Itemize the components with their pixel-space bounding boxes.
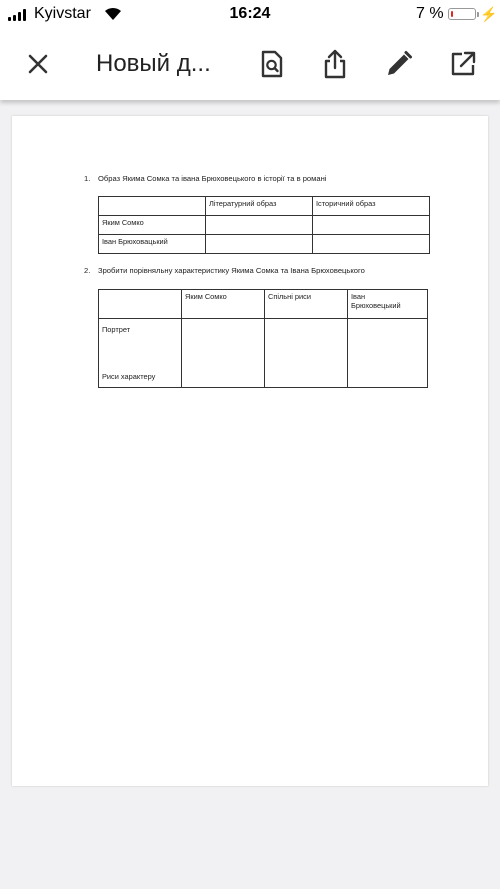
- edit-icon[interactable]: [383, 48, 415, 80]
- table-cell: [313, 235, 430, 254]
- battery-icon: [448, 8, 476, 20]
- table-2-header-bryukhovetsky-text: Іван Брюховецький: [351, 292, 401, 310]
- table-cell: [206, 235, 313, 254]
- table-1-header-historical: Історичний образ: [313, 197, 430, 216]
- table-2-header-blank: [99, 290, 182, 319]
- question-2-number: 2.: [84, 266, 91, 275]
- table-2-row-labels: [99, 319, 182, 388]
- table-1-row-label: Іван Брюховацький: [99, 235, 206, 254]
- table-1-header-blank: [99, 197, 206, 216]
- table-cell: [265, 319, 348, 388]
- table-cell: [348, 319, 428, 388]
- table-2-header-bryukhovetsky: [348, 290, 428, 319]
- table-1-header-literary: Літературний образ: [206, 197, 313, 216]
- table-2-header-somko: Яким Сомко: [182, 290, 265, 319]
- table-row: [99, 235, 430, 254]
- document-title: Новый д...: [96, 50, 211, 77]
- battery-level-fill: [451, 11, 453, 17]
- table-1-row-label: Яким Сомко: [99, 216, 206, 235]
- document-page[interactable]: [12, 116, 488, 786]
- question-1-number: 1.: [84, 174, 91, 183]
- carrier-name: Kyivstar: [34, 5, 91, 22]
- question-2-text: Зробити порівняльну характеристику Якима Сомка та Івана Брюховецького: [98, 266, 365, 275]
- charging-icon: ⚡: [480, 6, 498, 22]
- question-2: [84, 266, 365, 275]
- table-2-row-label-portrait: Портрет: [102, 325, 131, 334]
- battery-percentage: 7 %: [416, 5, 444, 22]
- share-icon[interactable]: [319, 48, 351, 80]
- find-in-page-icon[interactable]: [256, 48, 288, 80]
- table-cell: [206, 216, 313, 235]
- question-1: [84, 174, 326, 183]
- clock: 16:24: [229, 5, 271, 22]
- table-1: [98, 196, 430, 254]
- top-toolbar: [0, 28, 500, 100]
- close-icon[interactable]: [22, 48, 54, 80]
- table-2-header-common: Спільні риси: [265, 290, 348, 319]
- table-cell: [313, 216, 430, 235]
- table-2-row-label-character: Риси характеру: [102, 372, 156, 381]
- open-external-icon[interactable]: [447, 48, 479, 80]
- status-bar: [0, 0, 500, 28]
- table-cell: [182, 319, 265, 388]
- table-2: [98, 289, 428, 388]
- table-row: [99, 319, 428, 388]
- table-row: [99, 216, 430, 235]
- question-1-text: Образ Якима Сомка та івана Брюховецького в історії та в романі: [98, 174, 327, 183]
